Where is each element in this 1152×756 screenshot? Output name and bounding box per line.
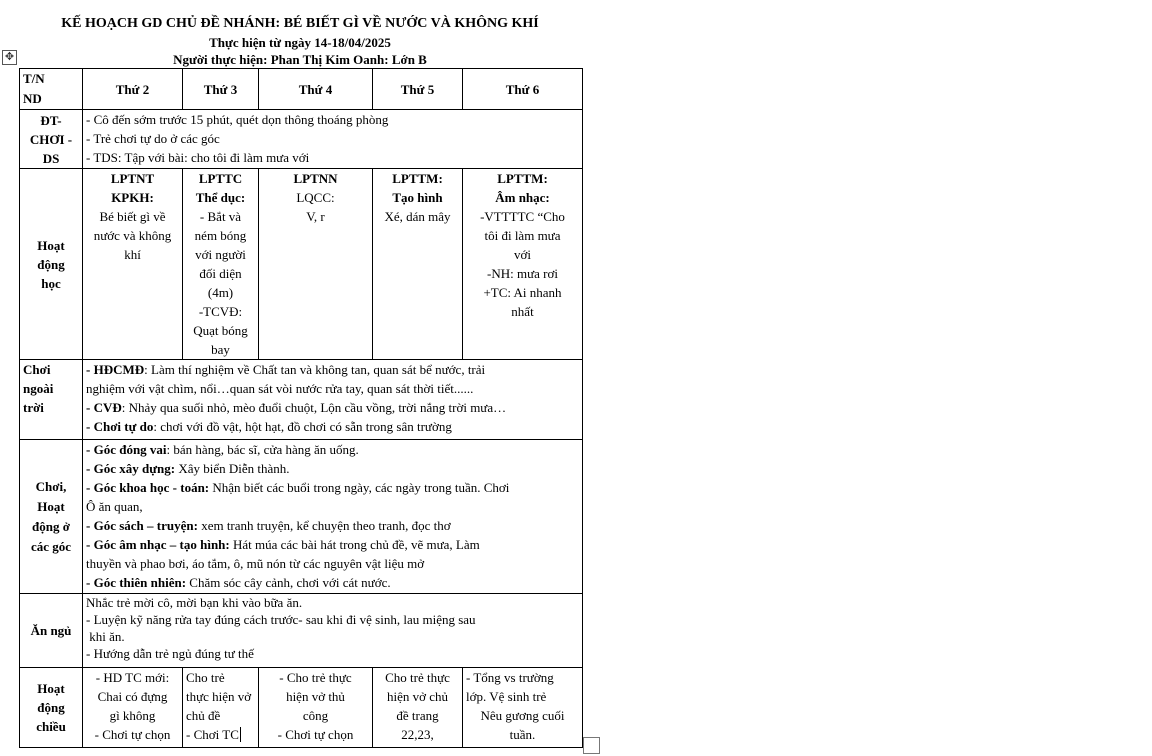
text-cursor-icon xyxy=(240,727,241,742)
list-item: - Góc sách – truyện: xem tranh truyện, kể chuyện theo tranh, đọc thơ xyxy=(86,518,451,533)
header-day-tue: Thứ 3 xyxy=(183,69,259,110)
chieu-cell-mon: - HD TC mới: Chai có đựng gì không - Chơi tự chọn xyxy=(83,668,183,748)
chieu-cell-tue[interactable]: Cho trẻ thực hiện vở chủ đề - Chơi TC xyxy=(183,668,259,748)
table-resize-handle-icon[interactable] xyxy=(583,737,600,754)
hoc-cell-thu: LPTTM: Tạo hình Xé, dán mây xyxy=(373,169,463,360)
row-label-an-ngu: Ăn ngủ xyxy=(20,594,83,668)
hoc-cell-mon: LPTNT KPKH: Bé biết gì về nước và không khí xyxy=(83,169,183,360)
corner-cell: T/N ND xyxy=(20,69,83,110)
row-label-dt-choi: ĐT- CHƠI - DS xyxy=(20,110,83,169)
chieu-cell-wed: - Cho trẻ thực hiện vở thủ công - Chơi tự chọn xyxy=(259,668,373,748)
choi-goc-content xyxy=(83,440,583,594)
list-item: - Góc đóng vai: bán hàng, bác sĩ, cửa hàng ăn uống. xyxy=(86,442,359,457)
hoc-cell-fri: LPTTM: Âm nhạc: -VTTTTC “Cho tôi đi làm mưa với -NH: mưa rơi +TC: Ai nhanh nhất xyxy=(463,169,583,360)
page-title: KẾ HOẠCH GD CHỦ ĐỀ NHÁNH: BÉ BIẾT GÌ VỀ NƯỚC VÀ KHÔNG KHÍ xyxy=(61,16,539,31)
row-an-ngu xyxy=(20,594,583,668)
hoc-cell-tue: LPTTC Thể dục: - Bắt và ném bóng với người đối diện (4m) -TCVĐ: Quạt bóng bay xyxy=(183,169,259,360)
row-hoat-dong-chieu xyxy=(20,668,583,748)
chieu-cell-thu: Cho trẻ thực hiện vở chủ đề trang 22,23, xyxy=(373,668,463,748)
table-move-handle-icon[interactable]: ✥ xyxy=(2,50,17,65)
list-item: - Góc khoa học - toán: Nhận biết các buổi trong ngày, các ngày trong tuần. Chơi xyxy=(86,480,510,495)
an-ngu-content: Nhắc trẻ mời cô, mời bạn khi vào bữa ăn. - Luyện kỹ năng rửa tay đúng cách trước- sau khi đi vệ sinh, lau miệng sau khi ăn. - Hướng dẫn trẻ ngủ đúng tư thế xyxy=(83,594,583,668)
list-item: - Góc thiên nhiên: Chăm sóc cây cảnh, chơi với cát nước. xyxy=(86,575,391,590)
row-choi-hoat-dong-goc xyxy=(20,440,583,594)
author-line: Người thực hiện: Phan Thị Kim Oanh: Lớn B xyxy=(173,52,427,67)
plan-table xyxy=(19,68,583,748)
header-day-fri: Thứ 6 xyxy=(463,69,583,110)
row-dt-choi xyxy=(20,110,583,169)
choi-ngoai-troi-content: - HĐCMĐ: Làm thí nghiệm về Chất tan và không tan, quan sát bể nước, trải nghiệm với vật chìm, nổi…quan sát vòi nước rửa tay, quan sát thời tiết...... - CVĐ: Nhảy qua suối nhỏ, mèo đuổi chuột, Lộn cầu vồng, trời nắng trời mưa… - Chơi tự do: chơi với đồ vật, hột hạt, đồ chơi có sẵn trong sân trường xyxy=(83,360,583,440)
row-label-choi-ngoai-troi: Chơi ngoài trời xyxy=(20,360,83,440)
row-choi-ngoai-troi xyxy=(20,360,583,440)
table-header-row xyxy=(20,69,583,110)
list-item: thuyền và phao bơi, áo tắm, ô, mũ nón từ các nguyên vật liệu mở xyxy=(86,556,425,571)
hoc-cell-wed: LPTNN LQCC: V, r xyxy=(259,169,373,360)
header-day-wed: Thứ 4 xyxy=(259,69,373,110)
row-label-hoat-dong-chieu: Hoạt động chiều xyxy=(20,668,83,748)
dt-choi-content: - Cô đến sớm trước 15 phút, quét dọn thông thoáng phòng - Trẻ chơi tự do ở các góc - TDS: Tập với bài: cho tôi đi làm mưa với xyxy=(83,110,583,169)
list-item: - Góc xây dựng: Xây biển Diễn thành. xyxy=(86,461,290,476)
list-item: Ô ăn quan, xyxy=(86,499,143,514)
row-hoat-dong-hoc xyxy=(20,169,583,360)
list-item: - Góc âm nhạc – tạo hình: Hát múa các bài hát trong chủ đề, vẽ mưa, Làm xyxy=(86,537,480,552)
row-label-hoat-dong-hoc: Hoạt động học xyxy=(20,169,83,360)
header-day-thu: Thứ 5 xyxy=(373,69,463,110)
chieu-cell-fri: - Tổng vs trường lớp. Vệ sinh trẻ Nêu gương cuối tuần. xyxy=(463,668,583,748)
row-label-choi-goc: Chơi, Hoạt động ở các góc xyxy=(20,440,83,594)
date-range: Thực hiện từ ngày 14-18/04/2025 xyxy=(209,35,391,50)
header-day-mon: Thứ 2 xyxy=(83,69,183,110)
